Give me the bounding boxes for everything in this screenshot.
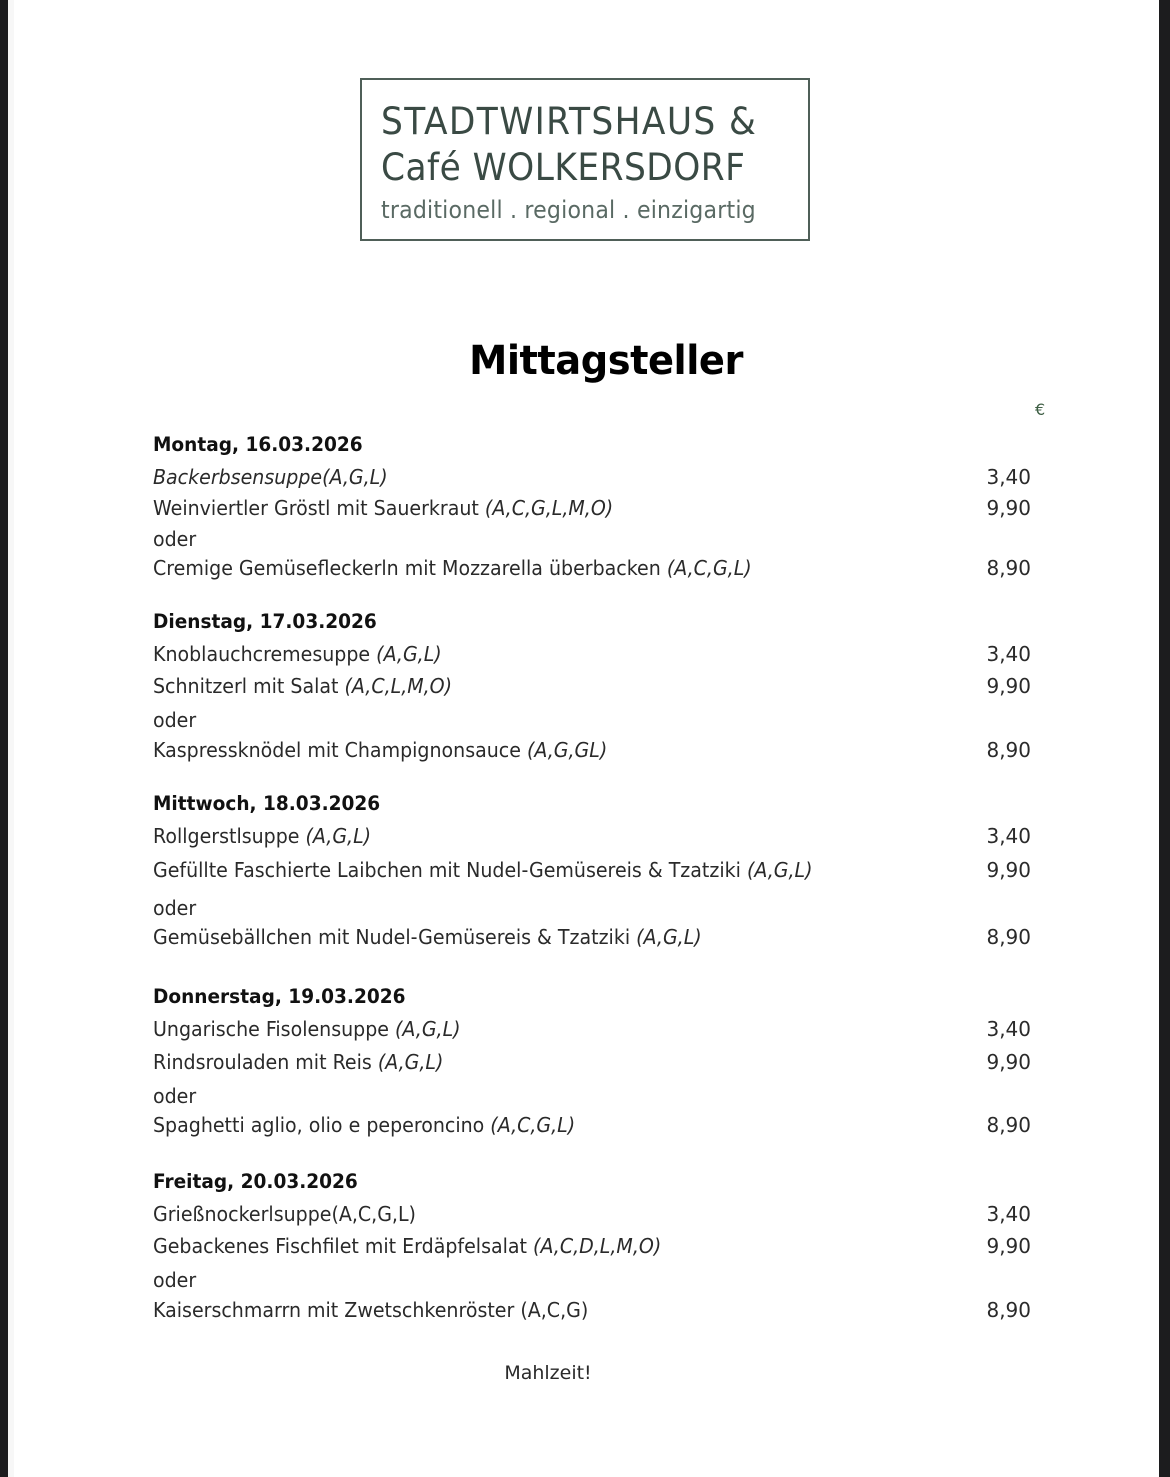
alternative-dish-item xyxy=(153,925,702,949)
or-separator: oder xyxy=(153,896,197,920)
main-dish-item xyxy=(153,858,813,882)
restaurant-logo xyxy=(360,78,810,241)
dish-name: Rollgerstlsuppe xyxy=(153,824,306,848)
soup-item xyxy=(153,1017,461,1041)
price: 9,90 xyxy=(986,496,1031,520)
dish-name: Kaspressknödel mit Champignonsauce xyxy=(153,738,527,762)
price: 8,90 xyxy=(986,738,1031,762)
or-separator: oder xyxy=(153,1084,197,1108)
allergen-codes: (A,G,L) xyxy=(746,858,813,882)
price: 3,40 xyxy=(986,465,1031,489)
allergen-codes: (A,C,G) xyxy=(520,1298,589,1322)
allergen-codes: (A,C,G,L) xyxy=(331,1202,416,1226)
soup-item xyxy=(153,465,388,489)
allergen-codes: (A,C,G,L) xyxy=(666,556,752,580)
price: 9,90 xyxy=(986,858,1031,882)
price: 3,40 xyxy=(986,1202,1031,1226)
price: 9,90 xyxy=(986,674,1031,698)
dish-name: Weinviertler Gröstl mit Sauerkraut xyxy=(153,496,485,520)
allergen-codes: (A,G,L) xyxy=(322,465,388,489)
price: 8,90 xyxy=(986,925,1031,949)
price: 3,40 xyxy=(986,824,1031,848)
day-heading: Donnerstag, 19.03.2026 xyxy=(153,985,406,1008)
dish-name: Schnitzerl mit Salat xyxy=(153,674,345,698)
alternative-dish-item xyxy=(153,1298,588,1322)
alternative-dish-item xyxy=(153,556,752,580)
price: 8,90 xyxy=(986,1113,1031,1137)
allergen-codes: (A,G,L) xyxy=(395,1017,461,1041)
page-edge-shadow xyxy=(8,0,14,1477)
price: 3,40 xyxy=(986,642,1031,666)
or-separator: oder xyxy=(153,1268,197,1292)
price: 8,90 xyxy=(986,556,1031,580)
closing-greeting: Mahlzeit! xyxy=(504,1362,592,1384)
dish-name: Rindsrouladen mit Reis xyxy=(153,1050,378,1074)
dish-name: Cremige Gemüsefleckerln mit Mozzarella überbacken xyxy=(153,556,667,580)
allergen-codes: (A,C,D,L,M,O) xyxy=(533,1234,662,1258)
soup-item xyxy=(153,642,442,666)
allergen-codes: (A,C,L,M,O) xyxy=(344,674,453,698)
day-heading: Montag, 16.03.2026 xyxy=(153,433,363,456)
main-dish-item xyxy=(153,496,613,520)
allergen-codes: (A,G,L) xyxy=(305,824,372,848)
page-title: Mittagsteller xyxy=(469,338,743,384)
dish-name: Kaiserschmarrn mit Zwetschkenröster xyxy=(153,1298,521,1322)
main-dish-item xyxy=(153,1050,443,1074)
dish-name: Knoblauchcremesuppe xyxy=(153,642,377,666)
allergen-codes: (A,G,GL) xyxy=(526,738,608,762)
allergen-codes: (A,G,L) xyxy=(376,642,442,666)
main-dish-item xyxy=(153,674,452,698)
dish-name: Spaghetti aglio, olio e peperoncino xyxy=(153,1113,491,1137)
alternative-dish-item xyxy=(153,1113,575,1137)
day-heading: Mittwoch, 18.03.2026 xyxy=(153,792,381,815)
logo-name-line2: Café WOLKERSDORF xyxy=(381,146,746,189)
price: 9,90 xyxy=(986,1234,1031,1258)
or-separator: oder xyxy=(153,527,197,551)
or-separator: oder xyxy=(153,708,197,732)
price: 3,40 xyxy=(986,1017,1031,1041)
soup-item xyxy=(153,1202,416,1226)
allergen-codes: (A,C,G,L) xyxy=(490,1113,576,1137)
allergen-codes: (A,G,L) xyxy=(636,925,702,949)
main-dish-item xyxy=(153,1234,661,1258)
logo-name-line1: STADTWIRTSHAUS & xyxy=(381,100,758,143)
allergen-codes: (A,C,G,L,M,O) xyxy=(484,496,614,520)
price: 8,90 xyxy=(986,1298,1031,1322)
dish-name: Backerbsensuppe xyxy=(153,465,323,489)
dish-name: Gefüllte Faschierte Laibchen mit Nudel-Gemüsereis & Tzatziki xyxy=(153,858,747,882)
alternative-dish-item xyxy=(153,738,607,762)
logo-tagline: traditionell . regional . einzigartig xyxy=(381,196,756,224)
day-heading: Dienstag, 17.03.2026 xyxy=(153,610,377,633)
dish-name: Gebackenes Fischfilet mit Erdäpfelsalat xyxy=(153,1234,534,1258)
currency-euro-icon: € xyxy=(1035,400,1046,419)
allergen-codes: (A,G,L) xyxy=(377,1050,444,1074)
dish-name: Gemüsebällchen mit Nudel-Gemüsereis & Tzatziki xyxy=(153,925,637,949)
dish-name: Ungarische Fisolensuppe xyxy=(153,1017,396,1041)
day-heading: Freitag, 20.03.2026 xyxy=(153,1170,358,1193)
dish-name: Grießnockerlsuppe xyxy=(153,1202,332,1226)
price: 9,90 xyxy=(986,1050,1031,1074)
soup-item xyxy=(153,824,371,848)
menu-page xyxy=(8,0,1159,1477)
